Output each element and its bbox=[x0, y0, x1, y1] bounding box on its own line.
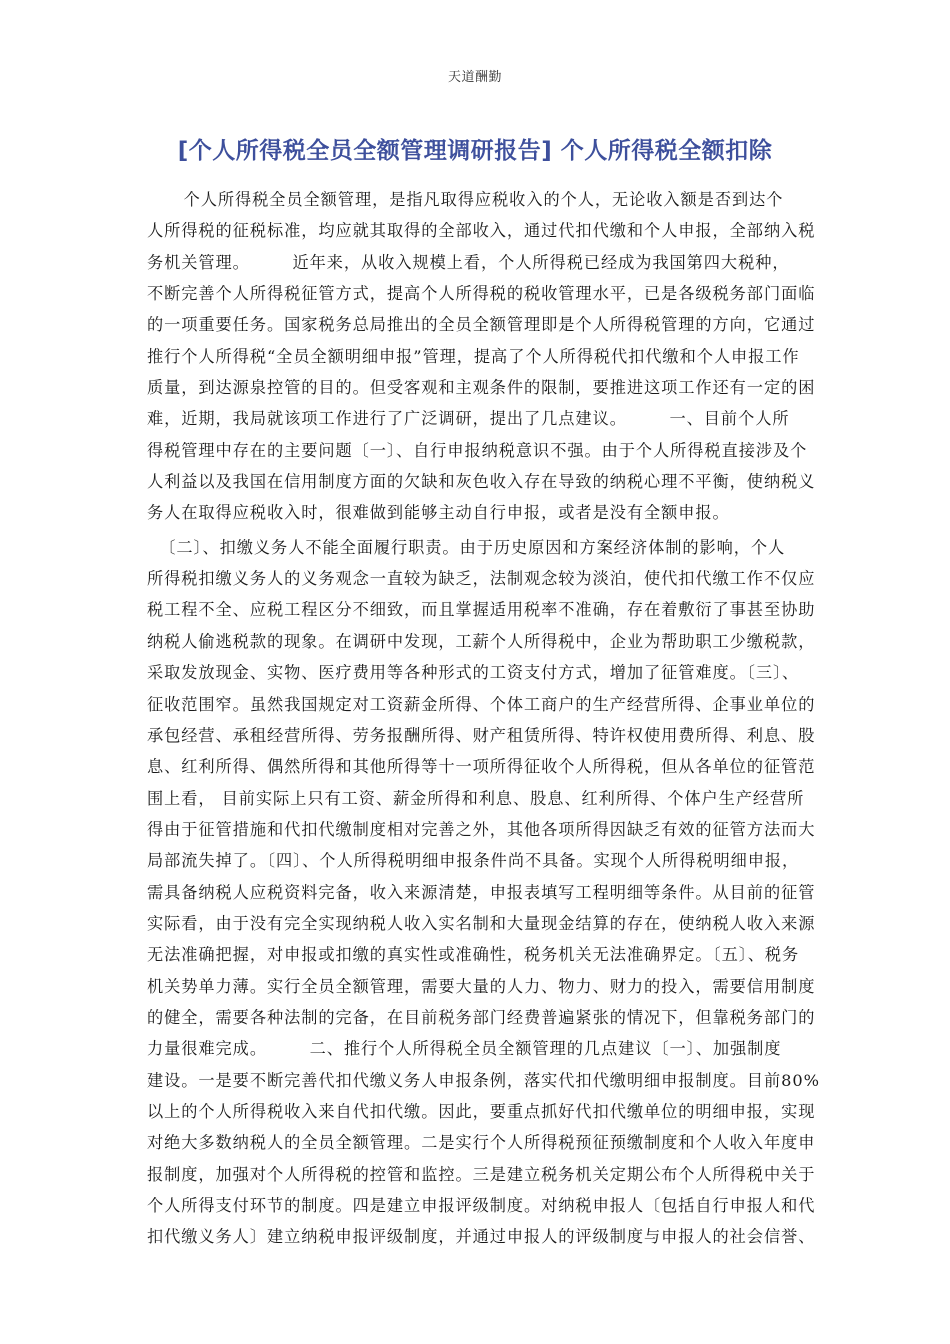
text-line: 得由于征管措施和代扣代缴制度相对完善之外，其他各项所得因缺乏有效的征管方法而大 bbox=[147, 819, 816, 839]
text-line: 得税管理中存在的主要问题〔一〕、自行申报纳税意识不强。由于个人所得税直接涉及个 bbox=[147, 440, 808, 460]
text-line: 围上看， 目前实际上只有工资、薪金所得和利息、股息、红利所得、个体户生产经营所 bbox=[147, 788, 805, 808]
text-line: 以上的个人所得税收入来自代扣代缴。因此，要重点抓好代扣代缴单位的明细申报，实现 bbox=[147, 1101, 816, 1121]
text-line: 采取发放现金、实物、医疗费用等各种形式的工资支付方式，增加了征管难度。〔三〕、 bbox=[147, 663, 800, 683]
text-line: 力量很难完成。 二、推行个人所得税全员全额管理的几点建议〔一〕、加强制度 bbox=[147, 1039, 782, 1059]
text-line: 个人所得税全员全额管理，是指凡取得应税收入的个人，无论收入额是否到达个 bbox=[147, 190, 784, 209]
text-line: 扣代缴义务人〕建立纳税申报评级制度，并通过申报人的评级制度与申报人的社会信誉、 bbox=[147, 1227, 816, 1247]
text-line: 务人在取得应税收入时，很难做到能够主动自行申报，或者是没有全额申报。 bbox=[147, 503, 730, 523]
text-line: 人所得税的征税标准，均应就其取得的全部收入，通过代扣代缴和个人申报，全部纳入税 bbox=[147, 221, 816, 241]
text-line: 对绝大多数纳税人的全员全额管理。二是实行个人所得税预征预缴制度和个人收入年度申 bbox=[147, 1133, 816, 1153]
text-line: 税工程不全、应税工程区分不细致，而且掌握适用税率不准确，存在着敷衍了事甚至协助 bbox=[147, 600, 816, 620]
text-line: 息、红利所得、偶然所得和其他所得等十一项所得征收个人所得税，但从各单位的征管范 bbox=[147, 757, 816, 777]
paragraph-2 bbox=[147, 532, 820, 1253]
text-line: 〔二〕、扣缴义务人不能全面履行职责。由于历史原因和方案经济体制的影响，个人 bbox=[147, 537, 786, 557]
text-line: 人利益以及我国在信用制度方面的欠缺和灰色收入存在导致的纳税心理不平衡，使纳税义 bbox=[147, 472, 816, 492]
text-line: 报制度，加强对个人所得税的控管和监控。三是建立税务机关定期公布个人所得税中关于 bbox=[147, 1164, 816, 1184]
text-line: 机关势单力薄。实行全员全额管理，需要大量的人力、物力、财力的投入，需要信用制度 bbox=[147, 976, 816, 996]
text-line: 承包经营、承租经营所得、劳务报酬所得、财产租赁所得、特许权使用费所得、利息、股 bbox=[147, 725, 816, 745]
text-line: 质量，到达源泉控管的目的。但受客观和主观条件的限制，要推进这项工作还有一定的困 bbox=[147, 378, 816, 398]
text-line: 难，近期，我局就该项工作进行了广泛调研，提出了几点建议。 一、目前个人所 bbox=[147, 409, 790, 429]
text-line: 推行个人所得税“全员全额明细申报”管理，提高了个人所得税代扣代缴和个人申报工作 bbox=[147, 346, 800, 366]
page-header: 天道酬勤 bbox=[447, 70, 502, 85]
text-line: 的一项重要任务。国家税务总局推出的全员全额管理即是个人所得税管理的方向，它通过 bbox=[147, 315, 816, 335]
text-line: 征收范围窄。虽然我国规定对工资薪金所得、个体工商户的生产经营所得、企事业单位的 bbox=[147, 694, 816, 714]
paragraph-1 bbox=[147, 184, 817, 529]
text-line: 不断完善个人所得税征管方式，提高个人所得税的税收管理水平，已是各级税务部门面临 bbox=[147, 284, 816, 304]
text-line: 无法准确把握，对申报或扣缴的真实性或准确性，税务机关无法准确界定。〔五〕、税务 bbox=[147, 945, 800, 965]
text-line: 务机关管理。 近年来，从收入规模上看，个人所得税已经成为我国第四大税种， bbox=[147, 252, 790, 272]
text-line: 需具备纳税人应税资料完备，收入来源清楚，申报表填写工程明细等条件。从目前的征管 bbox=[147, 882, 816, 902]
text-line: 个人所得支付环节的制度。四是建立申报评级制度。对纳税申报人〔包括自行申报人和代 bbox=[147, 1196, 816, 1215]
text-line: 的健全，需要各种法制的完备，在目前税务部门经费普遍紧张的情况下，但靠税务部门的 bbox=[147, 1007, 816, 1027]
document-title: [个人所得税全员全额管理调研报告] 个人所得税全额扣除 bbox=[177, 138, 773, 164]
text-line: 所得税扣缴义务人的义务观念一直较为缺乏，法制观念较为淡泊，使代扣代缴工作不仅应 bbox=[147, 569, 816, 589]
text-line: 实际看，由于没有完全实现纳税人收入实名制和大量现金结算的存在，使纳税人收入来源 bbox=[147, 913, 816, 933]
text-line: 建设。一是要不断完善代扣代缴义务人申报条例，落实代扣代缴明细申报制度。目前80% bbox=[147, 1070, 820, 1090]
text-line: 局部流失掉了。〔四〕、个人所得税明细申报条件尚不具备。实现个人所得税明细申报， bbox=[147, 851, 800, 871]
document-body bbox=[147, 184, 820, 1253]
text-line: 纳税人偷逃税款的现象。在调研中发现，工薪个人所得税中，企业为帮助职工少缴税款， bbox=[147, 631, 816, 651]
